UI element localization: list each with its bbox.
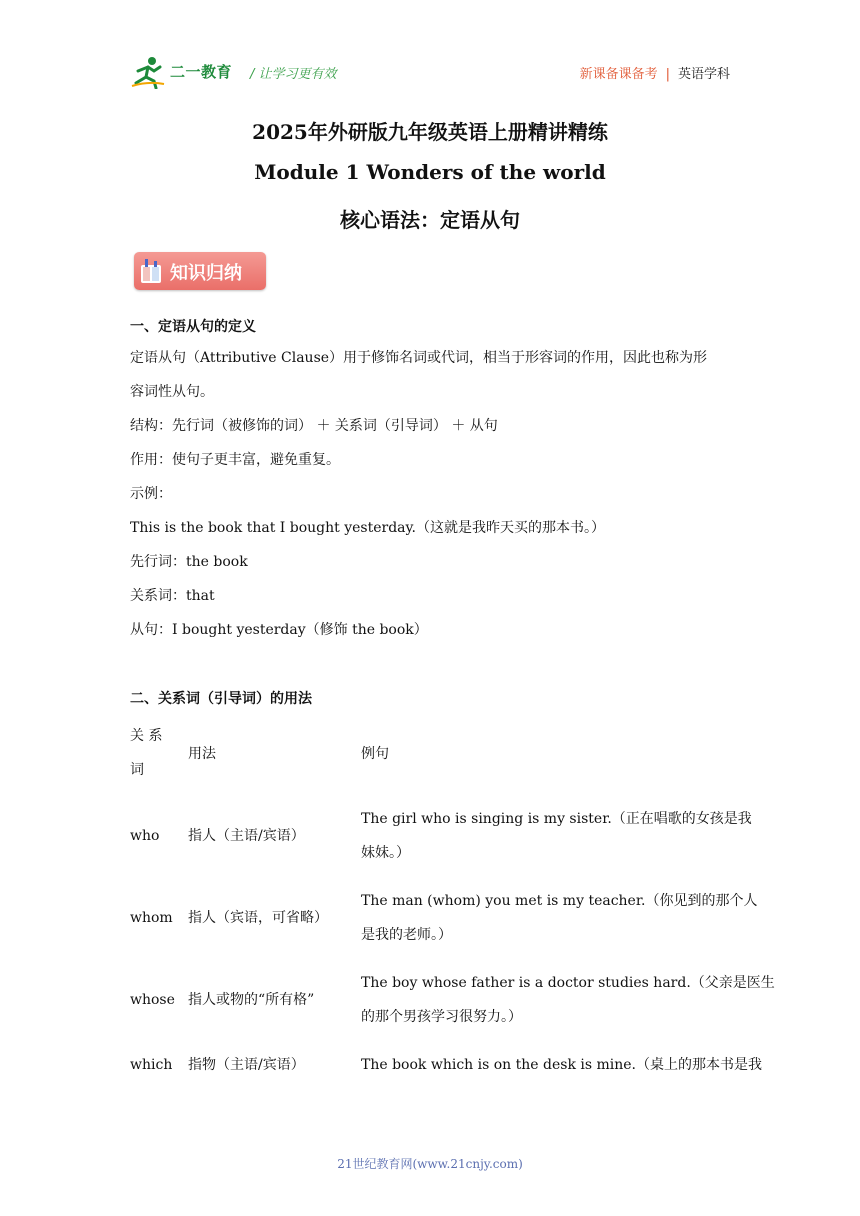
row-example-line1: The book which is on the desk is mine.（桌上的那本书是我	[361, 1057, 762, 1073]
logo	[130, 55, 240, 89]
row-usage: 指人（主语/宾语）	[188, 828, 305, 844]
logo-text: 二一教育	[170, 63, 233, 81]
section1-heading: 一、定语从句的定义	[130, 319, 256, 335]
table-header-example: 例句	[361, 746, 389, 762]
row-example-line1: The man (whom) you met is my teacher.（你见到的那个人	[361, 893, 758, 909]
section2-heading: 二、关系词（引导词）的用法	[130, 691, 312, 707]
header-subject-label: 英语学科	[677, 67, 730, 82]
row-usage: 指物（主语/宾语）	[188, 1057, 305, 1073]
row-example-line2: 是我的老师。）	[361, 927, 452, 943]
structure-line: 结构：先行词（被修饰的词） ＋ 关系词（引导词） ＋ 从句	[130, 418, 498, 434]
example-label: 示例：	[130, 486, 172, 502]
relative-word-line: 关系词：that	[130, 588, 215, 604]
function-line: 作用：使句子更丰富，避免重复。	[130, 452, 340, 468]
page-footer: 21世纪教育网(www.21cnjy.com)	[337, 1157, 523, 1171]
book-icon	[139, 257, 163, 285]
row-example-line2: 妹妹。）	[361, 845, 410, 861]
runner-icon	[130, 55, 166, 89]
document-title: 2025年外研版九年级英语上册精讲精练	[252, 120, 608, 144]
module-title: Module 1 Wonders of the world	[254, 160, 606, 184]
badge-label: 知识归纳	[170, 263, 242, 284]
example-sentence: This is the book that I bought yesterday.（这就是我昨天买的那本书。）	[130, 520, 606, 536]
antecedent-line: 先行词：the book	[130, 554, 248, 570]
definition-line-2: 容词性从句。	[130, 384, 214, 400]
row-word: who	[130, 828, 160, 844]
table-header-word-line1: 关 系	[130, 728, 163, 744]
knowledge-badge	[134, 252, 266, 290]
header-right	[580, 63, 730, 82]
row-example-line1: The girl who is singing is my sister.（正在唱歌的女孩是我	[361, 811, 752, 827]
row-usage: 指人或物的“所有格”	[188, 992, 315, 1008]
topic-title: 核心语法：定语从句	[340, 208, 520, 232]
definition-line-1: 定语从句（Attributive Clause）用于修饰名词或代词，相当于形容词的作用，因此也称为形	[130, 350, 708, 366]
row-example-line2: 的那个男孩学习很努力。）	[361, 1009, 522, 1025]
clause-line: 从句：I bought yesterday（修饰 the book）	[130, 622, 428, 638]
page-header	[130, 55, 730, 91]
row-usage: 指人（宾语，可省略）	[188, 910, 328, 926]
row-word: whose	[130, 992, 175, 1008]
header-separator: |	[665, 67, 670, 82]
header-primary-label: 新课备课备考	[579, 67, 658, 82]
slogan: / 让学习更有效	[250, 67, 337, 82]
table-header-usage: 用法	[188, 746, 216, 762]
row-word: whom	[130, 910, 173, 926]
row-word: which	[130, 1057, 173, 1073]
table-header-word-line2: 词	[130, 762, 144, 778]
row-example-line1: The boy whose father is a doctor studies hard.（父亲是医生	[361, 975, 775, 991]
